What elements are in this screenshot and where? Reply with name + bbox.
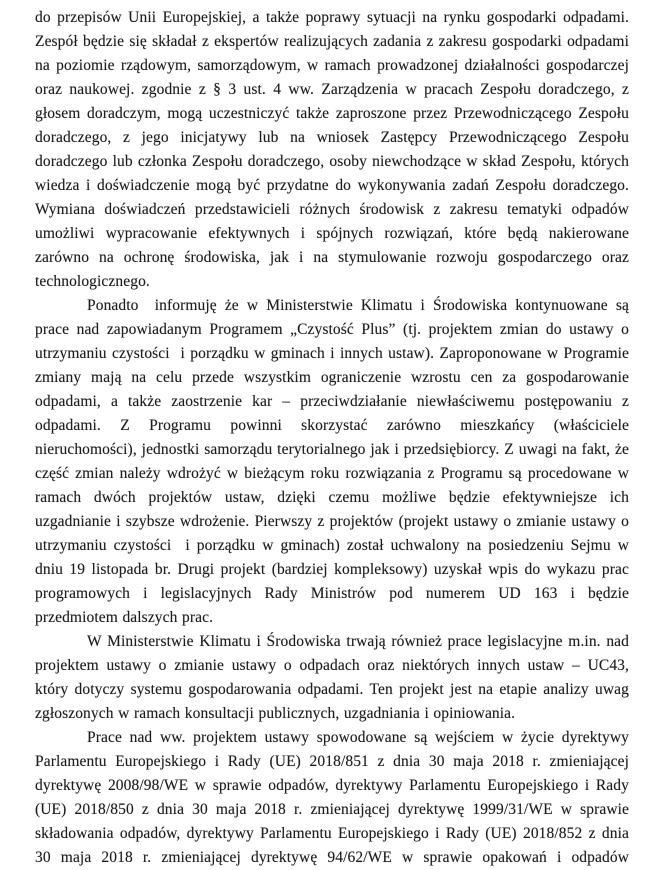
paragraph-eu-directives: Prace nad ww. projektem ustawy spowodowane są wejściem w życie dyrektywy Parlamentu Europejskiego i Rady (UE) 2018/851 z dnia 30 maja 2018 r. zmieniającej dyrektywę 2008/98/WE w sprawie odpadów, dyrektywy Parlamentu Europejskiego i Rady (UE) 2018/850 z dnia 30 maja 2018 r. zmieniającej dyrektywę 1999/31/WE w sprawie składowania odpadów, dyrektywy Parlamentu Europejskiego i Rady (UE) 2018/852 z dnia 30 maja 2018 r. zmieniającej dyrektywę 94/62/WE w sprawie opakowań i odpadów	[35, 729, 629, 866]
paragraph-program-czystosc-plus: Ponadto informuję że w Ministerstwie Klimatu i Środowiska kontynuowane są prace nad zapowiadanym Programem „Czystość Plus” (tj. projektem zmian do ustawy o utrzymaniu czystości i porządku w gminach i innych ustaw). Zaproponowane w Programie zmiany mają na celu przede wszystkim ograniczenie wzrostu cen za gospodarowanie odpadami, a także zaostrzenie kar – przeciwdziałanie niewłaściwemu postępowaniu z odpadami. Z Programu powinni skorzystać zarówno mieszkańcy (właściciele nieruchomości), jednostki samorządu terytorialnego jak i przedsiębiorcy. Z uwagi na fakt, że część zmian należy wdrożyć w bieżącym roku rozwiązania z Programu są procedowane w ramach dwóch projektów ustaw, dzięki czemu możliwe będzie efektywniejsze ich uzgadnianie i szybsze wdrożenie. Pierwszy z projektów (projekt ustawy o zmianie ustawy o utrzymaniu czystości i porządku w gminach) został uchwalony na posiedzeniu Sejmu w dniu 19 listopada br. Drugi projekt (bardziej kompleksowy) uzyskał wpis do wykazu prac programowych i legislacyjnych Rady Ministrów pod numerem UD 163 i będzie przedmiotem dalszych prac.	[35, 297, 629, 626]
paragraph-advisory-team-continuation: do przepisów Unii Europejskiej, a także poprawy sytuacji na rynku gospodarki odpadami. Zespół będzie się składał z ekspertów realizujących zadania z zakresu gospodarki odpadami na poziomie rządowym, samorządowym, w ramach prowadzonej działalności gospodarczej oraz naukowej. zgodnie z § 3 ust. 4 ww. Zarządzenia w pracach Zespołu doradczego, z głosem doradczym, mogą uczestniczyć także zaproszone przez Przewodniczącego Zespołu doradczego, z jego inicjatywy lub na wniosek Zastępcy Przewodniczącego Zespołu doradczego lub członka Zespołu doradczego, osoby niewchodzące w skład Zespołu, których wiedza i doświadczenie mogą być przydatne do wykonywania zadań Zespołu doradczego. Wymiana doświadczeń przedstawicieli różnych środowisk z zakresu tematyki odpadów umożliwi wypracowanie efektywnych i spójnych rozwiązań, które będą nakierowane zarówno na ochronę środowiska, jak i na stymulowanie rozwoju gospodarczego oraz technologicznego.	[35, 9, 629, 290]
paragraph-uc43-draft-act: W Ministerstwie Klimatu i Środowiska trwają również prace legislacyjne m.in. nad projektem ustawy o zmianie ustawy o odpadach oraz niektórych innych ustaw – UC43, który dotyczy systemu gospodarowania odpadami. Ten projekt jest na etapie analizy uwag zgłoszonych w ramach konsultacji publicznych, uzgadniania i opiniowania.	[35, 633, 629, 722]
